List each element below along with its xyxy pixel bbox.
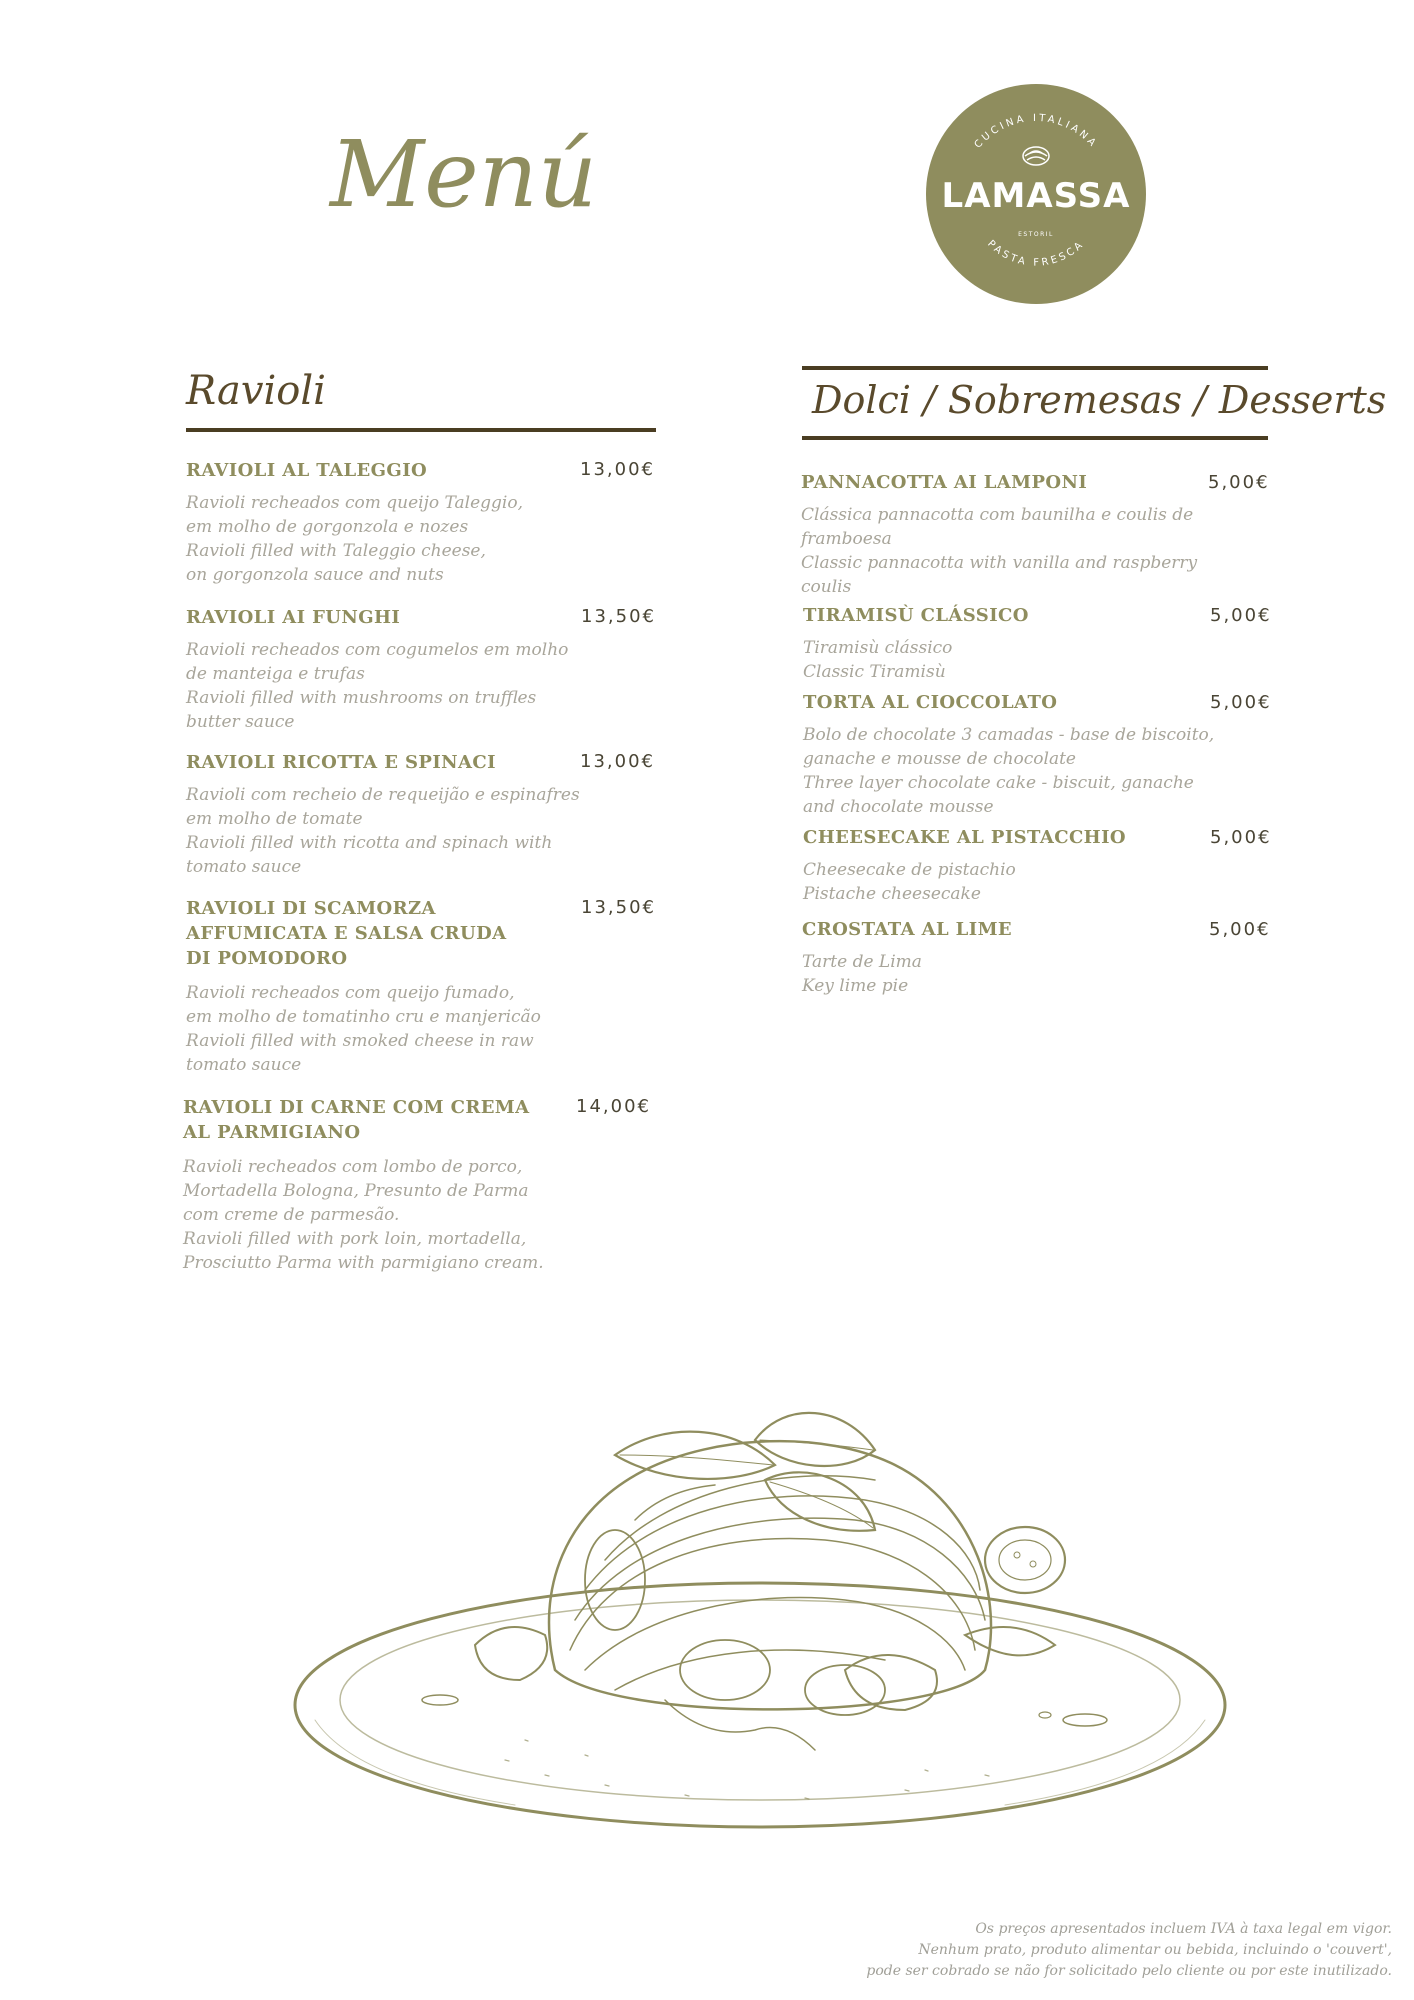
item-name: RAVIOLI DI CARNE COM CREMA AL PARMIGIANO <box>183 1097 530 1143</box>
item-description: Ravioli com recheio de requeijão e espinafres em molho de tomate Ravioli filled with ricotta and spinach with tomato sauce <box>186 785 580 877</box>
footer-line: pode ser cobrado se não for solicitado pelo cliente ou por este inutilizado. <box>866 1963 1392 1979</box>
logo-brand-text: LAMASSA <box>941 176 1131 216</box>
item-name: RAVIOLI RICOTTA E SPINACI <box>186 752 496 773</box>
item-description: Tarte de Lima Key lime pie <box>802 952 922 996</box>
item-name: CROSTATA AL LIME <box>802 919 1013 940</box>
item-description: Ravioli recheados com lombo de porco, Mortadella Bologna, Presunto de Parma com creme de parmesão. Ravioli filled with pork loin, mortadella, Prosciutto Parma with parmigiano cream. <box>183 1157 544 1273</box>
item-description: Ravioli recheados com queijo Taleggio, em molho de gorgonzola e nozes Ravioli filled with Taleggio cheese, on gorgonzola sauce and nuts <box>186 493 523 585</box>
item-description: Bolo de chocolate 3 camadas - base de biscoito, ganache e mousse de chocolate Three layer chocolate cake - biscuit, ganache and chocolate mousse <box>803 725 1215 817</box>
item-name: TIRAMISÙ CLÁSSICO <box>803 605 1029 626</box>
item-price: 13,50€ <box>581 897 656 918</box>
restaurant-logo <box>925 83 1147 305</box>
menu-item-tiramisu <box>803 603 1223 684</box>
menu-item-ravioli-taleggio <box>186 458 586 587</box>
menu-item-pannacotta <box>801 470 1221 599</box>
item-description: Cheesecake de pistachio Pistache cheesecake <box>803 860 1016 904</box>
item-description: Tiramisù clássico Classic Tiramisù <box>803 638 953 682</box>
item-price: 13,00€ <box>580 751 655 772</box>
item-price: 13,00€ <box>580 459 655 480</box>
logo-bottom-arc-text: PASTA FRESCA <box>985 238 1087 269</box>
menu-item-ravioli-carne <box>183 1095 583 1275</box>
item-name: PANNACOTTA AI LAMPONI <box>801 472 1088 493</box>
menu-item-ravioli-funghi <box>186 605 586 734</box>
item-price: 5,00€ <box>1208 472 1270 493</box>
item-price: 5,00€ <box>1210 605 1272 626</box>
menu-item-crostata-lime <box>802 917 1222 998</box>
item-name: RAVIOLI AI FUNGHI <box>186 607 401 628</box>
pasta-plate-illustration <box>285 1370 1235 1870</box>
item-price: 14,00€ <box>576 1096 651 1117</box>
menu-item-ravioli-scamorza <box>186 896 586 1077</box>
legal-footer <box>632 1919 1392 1982</box>
logo-place-text: ESTORIL <box>1018 231 1054 238</box>
desserts-section-title: Dolci / Sobremesas / Desserts <box>812 378 1387 422</box>
desserts-divider-top <box>802 366 1268 370</box>
ravioli-divider <box>186 428 656 432</box>
item-price: 5,00€ <box>1209 919 1271 940</box>
item-description: Clássica pannacotta com baunilha e coulis de framboesa Classic pannacotta with vanilla and raspberry coulis <box>801 505 1198 597</box>
menu-item-ravioli-ricotta <box>186 750 586 879</box>
ravioli-section-title: Ravioli <box>186 368 326 414</box>
item-description: Ravioli recheados com queijo fumado, em molho de tomatinho cru e manjericão Ravioli filled with smoked cheese in raw tomato sauce <box>186 983 541 1075</box>
menu-title <box>330 118 598 228</box>
menu-item-torta-cioccolato <box>803 690 1223 819</box>
item-name: RAVIOLI AL TALEGGIO <box>186 460 428 481</box>
item-name: CHEESECAKE AL PISTACCHIO <box>803 827 1126 848</box>
item-description: Ravioli recheados com cogumelos em molho de manteiga e trufas Ravioli filled with mushrooms on truffles butter sauce <box>186 640 569 732</box>
item-name: TORTA AL CIOCCOLATO <box>803 692 1058 713</box>
menu-item-cheesecake <box>803 825 1223 906</box>
footer-line: Os preços apresentados incluem IVA à taxa legal em vigor. <box>975 1921 1392 1937</box>
item-price: 13,50€ <box>581 606 656 627</box>
menu-title-text: Menú <box>330 121 598 228</box>
desserts-divider-bottom <box>802 436 1268 440</box>
logo-top-arc-text: CUCINA ITALIANA <box>972 112 1100 151</box>
item-name: RAVIOLI DI SCAMORZA AFFUMICATA E SALSA CRUDA DI POMODORO <box>186 898 507 969</box>
item-price: 5,00€ <box>1210 827 1272 848</box>
item-price: 5,00€ <box>1210 692 1272 713</box>
footer-line: Nenhum prato, produto alimentar ou bebida, incluindo o 'couvert', <box>918 1942 1392 1958</box>
